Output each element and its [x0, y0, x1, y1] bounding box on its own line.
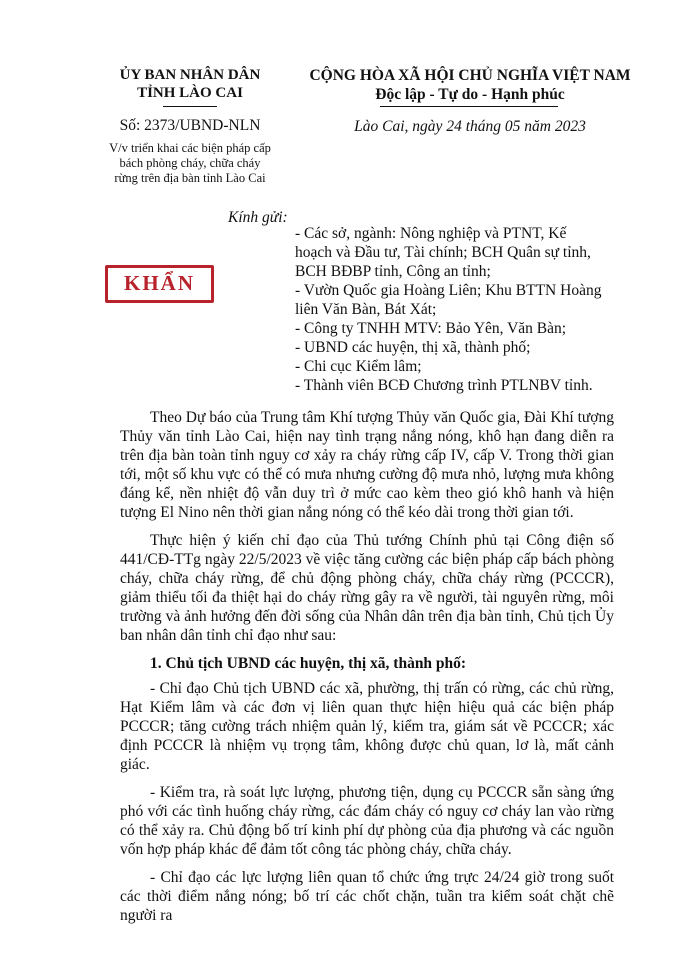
- issuing-authority: [90, 66, 290, 102]
- subject-line-2: bách phòng cháy, chữa cháy: [119, 156, 261, 170]
- place-date: Lào Cai, ngày 24 tháng 05 năm 2023: [354, 118, 586, 135]
- recipient-line: - Vườn Quốc gia Hoàng Liên; Khu BTTN Hoàng: [295, 282, 602, 299]
- section-heading-1: 1. Chủ tịch UBND các huyện, thị xã, thành phố:: [150, 655, 467, 672]
- paragraph-item-2: - Kiểm tra, rà soát lực lượng, phương tiện, dụng cụ PCCCR sẵn sàng ứng phó với các tình huống cháy rừng, các đám cháy có nguy cơ cháy lan vào rừng có thể xảy ra. Chủ động bố trí kinh phí dự phòng của địa phương và các nguồn vốn hợp pháp khác để đảm tốt công tác phòng cháy, chữa cháy.: [120, 784, 614, 858]
- paragraph-item-1: - Chỉ đạo Chủ tịch UBND các xã, phường, thị trấn có rừng, các chủ rừng, Hạt Kiểm lâm và các đơn vị liên quan thực hiện hiệu quả các biện pháp PCCCR; tăng cường trách nhiệm quản lý, kiểm tra, giám sát về PCCCR; xác định PCCCR là nhiệm vụ trọng tâm, không được chủ quan, lơ là, mất cảnh giác.: [120, 680, 614, 773]
- national-title: [300, 66, 640, 104]
- motto-underline: [380, 106, 558, 107]
- document-subject: [90, 141, 290, 186]
- recipient-line: - UBND các huyện, thị xã, thành phố;: [295, 339, 531, 356]
- national-motto: Độc lập - Tự do - Hạnh phúc: [375, 86, 565, 103]
- recipient-line: liên Văn Bàn, Bát Xát;: [295, 301, 437, 318]
- recipient-line: hoạch và Đầu tư, Tài chính; BCH Quân sự tỉnh,: [295, 244, 591, 261]
- authority-underline: [163, 106, 217, 107]
- authority-line-2: TỈNH LÀO CAI: [137, 85, 243, 101]
- subject-line-1: V/v triển khai các biện pháp cấp: [109, 141, 271, 155]
- recipients-label: Kính gửi:: [228, 209, 288, 226]
- subject-line-3: rừng trên địa bàn tỉnh Lào Cai: [114, 171, 266, 185]
- paragraph-directive: Thực hiện ý kiến chỉ đạo của Thủ tướng Chính phủ tại Công điện số 441/CĐ-TTg ngày 22/5/2023 về việc tăng cường các biện pháp cấp bách phòng cháy, chữa cháy rừng, để chủ động phòng cháy, chữa cháy rừng (PCCCR), giảm thiểu tối đa thiệt hại do cháy rừng gây ra về người, tài nguyên rừng, môi trường và ảnh hưởng đến đời sống của Nhân dân trên địa bàn tỉnh, Chủ tịch Ủy ban nhân dân tỉnh chỉ đạo như sau:: [120, 532, 614, 644]
- recipient-line: BCH BĐBP tỉnh, Công an tỉnh;: [295, 263, 491, 280]
- recipient-line: - Chi cục Kiểm lâm;: [295, 358, 422, 375]
- authority-line-1: ỦY BAN NHÂN DÂN: [119, 67, 261, 83]
- paragraph-forecast: Theo Dự báo của Trung tâm Khí tượng Thủy văn Quốc gia, Đài Khí tượng Thủy văn tỉnh Lào Cai, hiện nay tình trạng nắng nóng, khô hạn đang diễn ra trên địa bàn toàn tỉnh nguy cơ xảy ra cháy rừng cấp IV, cấp V. Trong thời gian tới, một số khu vực có thể có mưa nhưng cường độ mưa nhỏ, lượng mưa không đáng kể, nền nhiệt độ vẫn duy trì ở mức cao kèm theo gió khô hanh và hiện tượng El Nino nên thời gian nắng nóng có thể kéo dài trong thời gian tới.: [120, 409, 614, 521]
- recipient-line: - Thành viên BCĐ Chương trình PTLNBV tỉnh.: [295, 377, 593, 394]
- document-number: Số: 2373/UBND-NLN: [119, 117, 261, 134]
- recipient-line: - Các sở, ngành: Nông nghiệp và PTNT, Kế: [295, 225, 567, 242]
- document-body: [120, 408, 614, 934]
- recipient-line: - Công ty TNHH MTV: Bảo Yên, Văn Bàn;: [295, 320, 567, 337]
- paragraph-item-3: - Chỉ đạo các lực lượng liên quan tổ chức ứng trực 24/24 giờ trong suốt các thời điểm nắng nóng; bố trí các chốt chặn, tuần tra kiểm soát chặt chẽ người ra: [120, 869, 614, 924]
- recipients-list: [295, 224, 625, 395]
- nation-name: CỘNG HÒA XÃ HỘI CHỦ NGHĨA VIỆT NAM: [309, 67, 631, 84]
- urgent-stamp: KHẨN: [105, 265, 214, 303]
